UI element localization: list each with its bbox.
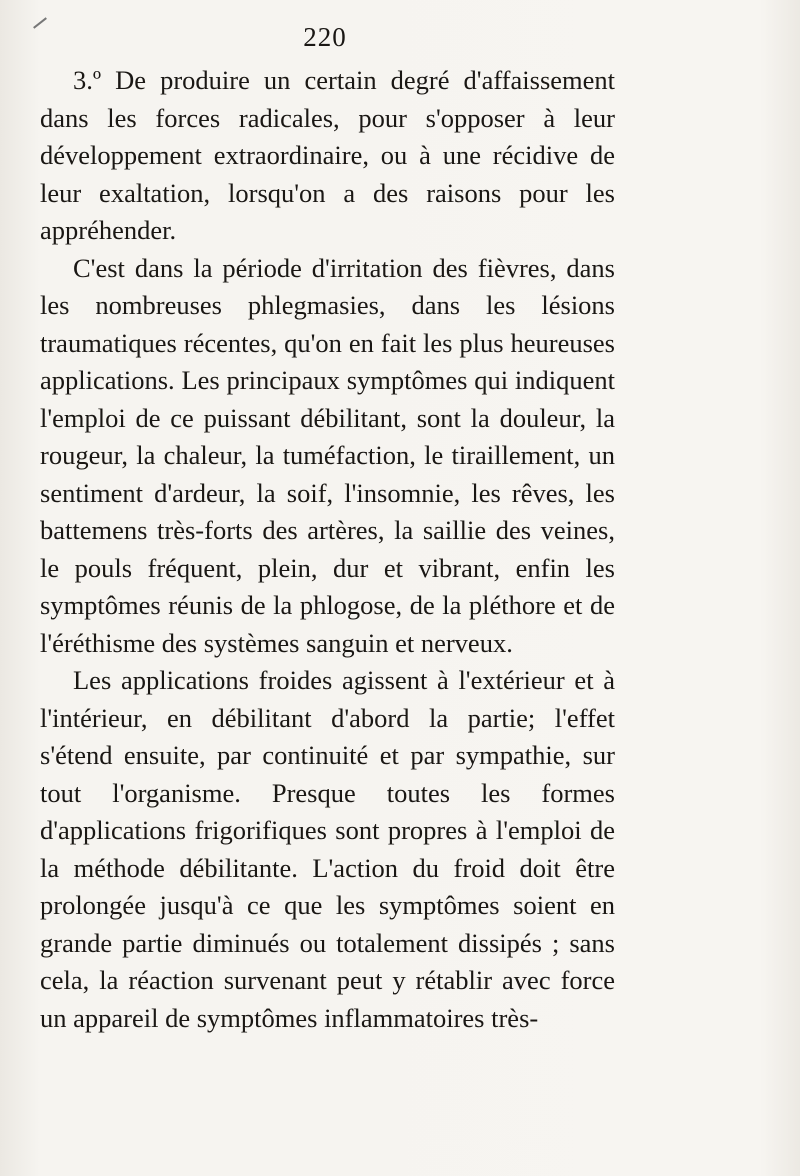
page-body bbox=[40, 62, 615, 1037]
paragraph-2: C'est dans la période d'irritation des fièvres, dans les nombreuses phlegmasies, dans les lésions traumatiques récentes, qu'on en fait les plus heureuses applications. Les principaux symptômes qui indiquent l'emploi de ce puissant débilitant, sont la douleur, la rougeur, la chaleur, la tuméfaction, le tiraillement, un sentiment d'ardeur, la soif, l'insomnie, les rêves, les battemens très-forts des artères, la saillie des veines, le pouls fréquent, plein, dur et vibrant, enfin les symptômes réunis de la phlogose, de la pléthore et de l'éréthisme des systèmes sanguin et nerveux. bbox=[40, 252, 615, 658]
paragraph-3: Les applications froides agissent à l'extérieur et à l'intérieur, en débilitant d'abord la partie; l'effet s'étend ensuite, par continuité et par sympathie, sur tout l'organisme. Presque toutes les formes d'applications frigorifiques sont propres à l'emploi de la méthode débilitante. L'action du froid doit être prolongée jusqu'à ce que les symptômes soient en grande partie diminués ou totalement dissipés ; sans cela, la réaction survenant peut y rétablir avec force un appareil de symptômes inflammatoires très- bbox=[40, 665, 615, 1033]
page-number: 220 bbox=[303, 22, 347, 52]
paragraph-1: 3.º De produire un certain degré d'affaissement dans les forces radicales, pour s'opposer à leur développement extraordinaire, ou à une récidive de leur exaltation, lorsqu'on a des raisons pour les appréhender. bbox=[40, 65, 615, 245]
